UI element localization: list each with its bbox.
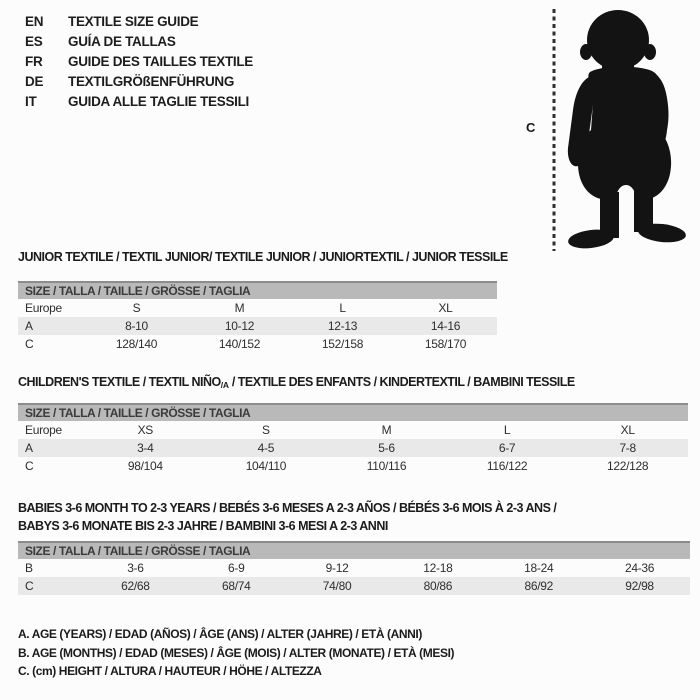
language-title: GUIDE DES TAILLES TEXTILE [68,54,254,69]
cell-value: 110/116 [366,459,407,473]
cell-value: 98/104 [127,459,163,473]
cell-value: S [132,301,141,315]
cell-value: XL [620,423,635,437]
row-label: A [25,319,33,333]
language-code: IT [25,94,37,109]
size-header-band: SIZE / TALLA / TAILLE / GRÖSSE / TAGLIA [18,403,688,421]
language-list [25,12,253,112]
cell-value: XS [137,423,153,437]
cell-value: 8-10 [125,319,148,333]
cell-value: 92/98 [625,579,654,593]
language-title: TEXTILE SIZE GUIDE [68,14,199,29]
table-row [18,577,690,595]
cell-value: 128/140 [115,337,158,351]
table-row [18,439,688,457]
cell-value: 7-8 [619,441,636,455]
language-row [25,52,253,72]
cell-value: 6-7 [498,441,516,455]
language-code: EN [25,14,44,29]
junior-size-table [18,281,497,353]
language-code: ES [25,34,43,49]
size-figure [520,6,698,254]
subscript-text: /A [220,380,229,390]
table-row [18,421,688,439]
cell-value: 68/74 [221,579,251,593]
cell-value: 104/110 [245,459,287,473]
cell-value: 152/158 [321,337,364,351]
language-code: DE [25,74,44,89]
height-measure-label: C [526,120,536,135]
cell-value: XL [438,301,453,315]
cell-value: 122/128 [607,459,649,473]
row-label: B [25,561,33,575]
footnotes [18,625,454,681]
size-header-band: SIZE / TALLA / TAILLE / GRÖSSE / TAGLIA [18,541,690,559]
cell-value: 140/152 [218,337,261,351]
babies-table-title: BABIES 3-6 MONTH TO 2-3 YEARS / BEBÉS 3-6 MESES A 2-3 AÑOS / BÉBÉS 3-6 MOIS À 2-3 ANS / BABYS 3-6 MONATE BIS 2-3 JAHRE / BAMBINI 3-6 MESI A 2-3 ANNI [18,501,557,533]
table-row [18,299,497,317]
height-dashed-line-icon [550,6,558,254]
cell-value: M [381,423,392,437]
table-row [18,457,688,475]
baby-silhouette-icon [560,8,695,252]
cell-value: 6-9 [228,561,245,575]
cell-value: 9-12 [325,561,349,575]
row-label: A [25,441,33,455]
language-row [25,32,253,52]
cell-value: 3-4 [137,441,154,455]
cell-value: L [339,301,346,315]
children-size-table [18,403,688,475]
language-title: TEXTILGRÖßENFÜHRUNG [68,74,235,89]
language-row [25,92,253,112]
cell-value: 80/86 [423,579,453,593]
table-row [18,317,497,335]
cell-value: 116/122 [486,459,528,473]
cell-value: 4-5 [257,441,275,455]
footnote: B. AGE (MONTHS) / EDAD (MESES) / ÂGE (MOIS) / ALTER (MONATE) / ETÀ (MESI) [18,645,455,660]
babies-size-table [18,541,690,595]
cell-value: L [503,423,511,437]
cell-value: 3-6 [127,561,144,575]
cell-value: 74/80 [322,579,352,593]
cell-value: 86/92 [524,579,553,593]
cell-value: 10-12 [224,319,255,333]
language-code: FR [25,54,43,69]
children-table-title: CHILDREN'S TEXTILE / TEXTIL $NIÑO_{/A}$ / TEXTILE DES ENFANTS / KINDERTEXTIL / BAMBINI TESSILE [18,375,575,390]
junior-table-title: JUNIOR TEXTILE / TEXTIL JUNIOR/ TEXTILE JUNIOR / JUNIORTEXTIL / JUNIOR TESSILE [18,250,508,264]
table-row [18,559,690,577]
language-title: GUÍA DE TALLAS [68,34,176,49]
cell-value: S [262,423,270,437]
cell-value: 5-6 [378,441,395,455]
row-label: C [25,459,34,473]
size-header-band: SIZE / TALLA / TAILLE / GRÖSSE / TAGLIA [18,281,497,299]
row-label: C [25,337,34,351]
footnote: A. AGE (YEARS) / EDAD (AÑOS) / ÂGE (ANS) / ALTER (JAHRE) / ETÀ (ANNI) [18,627,422,641]
language-row [25,72,253,92]
footnote: C. (cm) HEIGHT / ALTURA / HAUTEUR / HÖHE / ALTEZZA [18,664,322,679]
cell-value: 24-36 [624,561,655,575]
cell-value: M [234,301,245,315]
cell-value: 12-18 [423,561,453,575]
cell-value: 14-16 [430,319,461,333]
language-title: GUIDA ALLE TAGLIE TESSILI [68,94,249,109]
cell-value: 62/68 [121,579,150,593]
table-row [18,335,497,353]
cell-value: 158/170 [424,337,467,351]
cell-value: 18-24 [524,561,554,575]
row-label: Europe [25,301,62,315]
row-label: Europe [25,423,62,437]
row-label: C [25,579,34,593]
language-row [25,12,253,32]
cell-value: 12-13 [327,319,358,333]
